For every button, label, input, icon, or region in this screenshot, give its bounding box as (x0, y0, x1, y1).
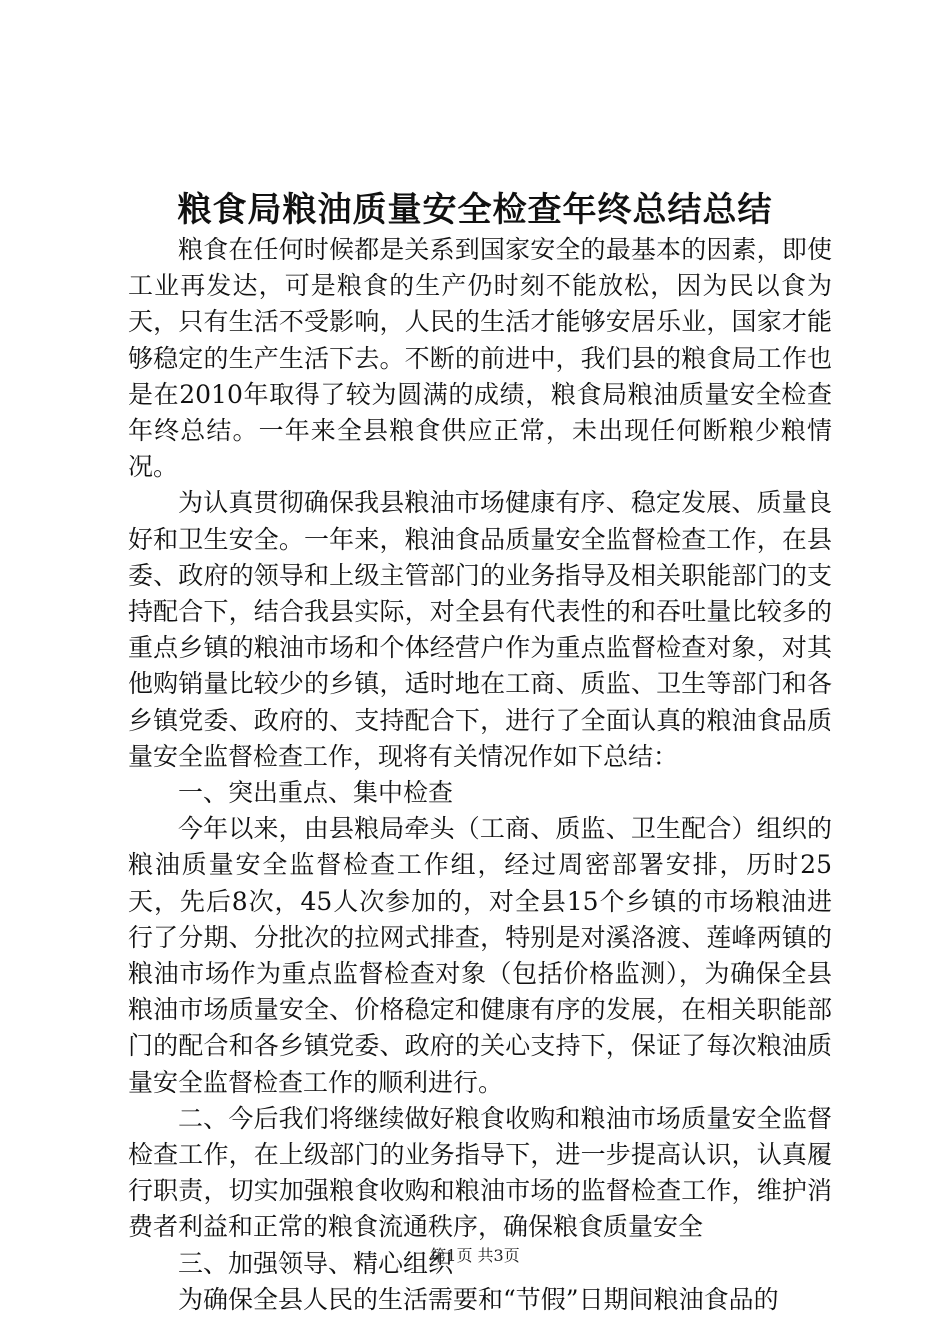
section-heading-3: 三、加强领导、精心组织 (178, 1248, 454, 1278)
document-body (128, 232, 832, 1318)
paragraph-section-1: 今年以来，由县粮局牵头（工商、质监、卫生配合）组织的粮油质量安全监督检查工作组，经过周密部署安排，历时25天，先后8次，45人次参加的，对全县15个乡镇的市场粮油进行了分期、分批次的拉网式排查，特别是对溪洛渡、莲峰两镇的粮油市场作为重点监督检查对象（包括价格监测），为确保全县粮油市场质量安全、价格稳定和健康有序的发展，在相关职能部门的配合和各乡镇党委、政府的关心支持下，保证了每次粮油质量安全监督检查工作的顺利进行。 (128, 814, 832, 1097)
section-heading-1: 一、突出重点、集中检查 (178, 778, 454, 808)
document-title: 粮食局粮油质量安全检查年终总结总结 (177, 190, 773, 230)
paragraph-overview: 为认真贯彻确保我县粮油市场健康有序、稳定发展、质量良好和卫生安全。一年来，粮油食品质量安全监督检查工作，在县委、政府的领导和上级主管部门的业务指导及相关职能部门的支持配合下，结合我县实际，对全县有代表性的和吞吐量比较多的重点乡镇的粮油市场和个体经营户作为重点监督检查对象，对其他购销量比较少的乡镇，适时地在工商、质监、卫生等部门和各乡镇党委、政府的、支持配合下，进行了全面认真的粮油食品质量安全监督检查工作，现将有关情况作如下总结： (128, 488, 832, 771)
paragraph-section-3: 为确保全县人民的生活需要和“节假”日期间粮油食品的 (178, 1284, 779, 1314)
page-number-footer: 第1页 共3页 (430, 1246, 520, 1265)
paragraph-section-2: 二、今后我们将继续做好粮食收购和粮油市场质量安全监督检查工作，在上级部门的业务指导下，进一步提高认识，认真履行职责，切实加强粮食收购和粮油市场的监督检查工作，维护消费者利益和正常的粮食流通秩序，确保粮食质量安全 (128, 1103, 832, 1242)
paragraph-intro: 粮食在任何时候都是关系到国家安全的最基本的因素，即使工业再发达，可是粮食的生产仍时刻不能放松，因为民以食为天，只有生活不受影响，人民的生活才能够安居乐业，国家才能够稳定的生产生活下去。不断的前进中，我们县的粮食局工作也是在2010年取得了较为圆满的成绩，粮食局粮油质量安全检查年终总结。一年来全县粮食供应正常，未出现任何断粮少粮情况。 (128, 235, 832, 482)
